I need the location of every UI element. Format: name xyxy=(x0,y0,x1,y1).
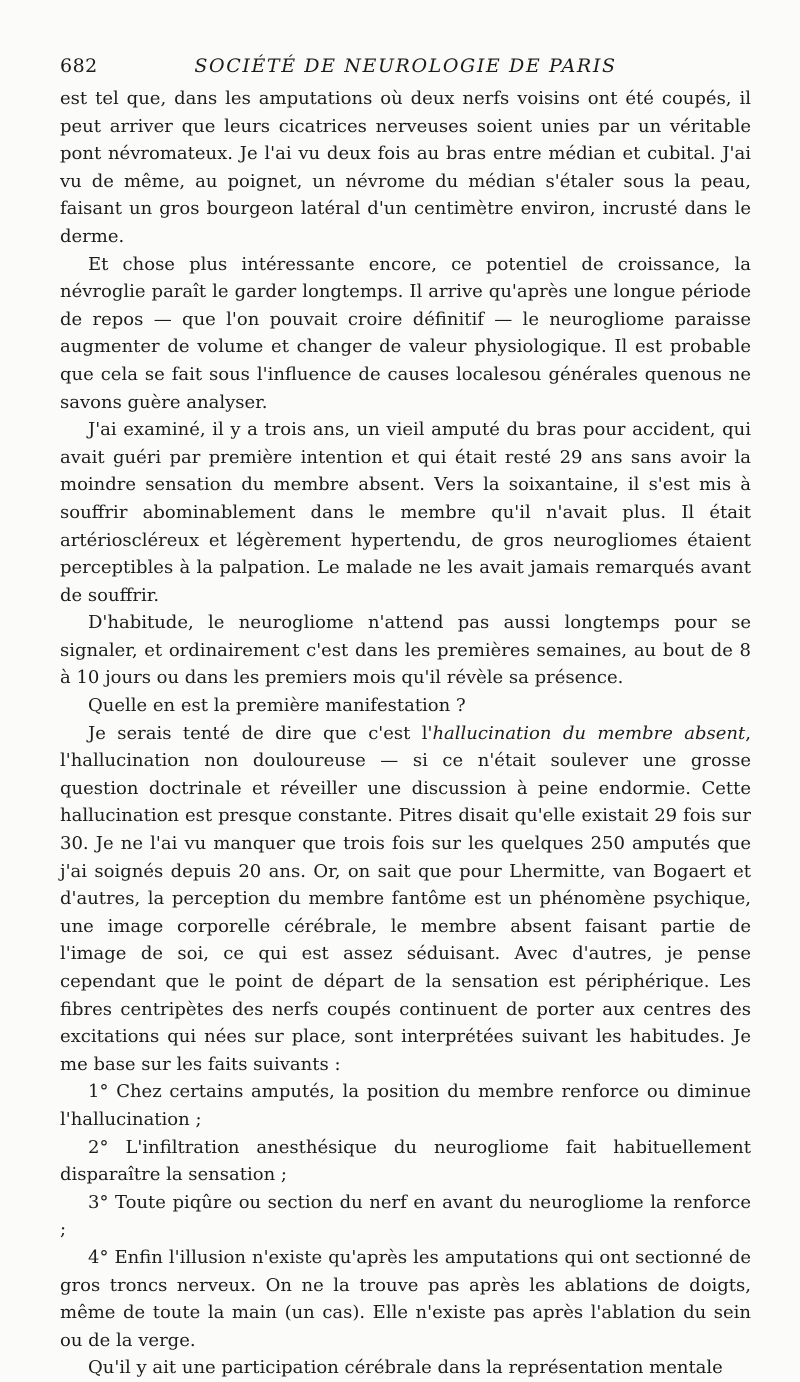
page-header xyxy=(60,55,751,85)
paragraph-6 xyxy=(60,720,751,1079)
paragraph-5: Quelle en est la première manifestation ? xyxy=(88,695,466,717)
last-paragraph: Qu'il y ait une participation cérébrale dans la représentation mentale xyxy=(88,1357,723,1379)
paragraph-6-end: , l'hallucination non douloureuse — si ce n'était soulever une grosse question doctrinale et réveiller une discussion à peine endormie. Cette hallucination est presque constante. Pitres disait qu'elle existait 29 fois sur 30. Je ne l'ai vu manquer que trois fois sur les quelques 250 amputés que j'ai soignés depuis 20 ans. Or, on sait que pour Lhermitte, van Bogaert et d'autres, la perception du membre fantôme est un phénomène psychique, une image corporelle cérébrale, le membre absent faisant partie de l'image de soi, ce qui est assez séduisant. Avec d'autres, je pense cependant que le point de départ de la sensation est périphérique. Les fibres centripètes des nerfs coupés continuent de porter aux centres des excitations qui nées sur place, sont interprétées suivant les habitudes. Je me base sur les faits suivants : xyxy=(60,722,751,1075)
list-item-2: 2° L'infiltration anesthésique du neurogliome fait habituellement disparaître la sensation ; xyxy=(60,1136,751,1186)
list-item-1: 1° Chez certains amputés, la position du membre renforce ou diminue l'hallucination ; xyxy=(60,1081,751,1130)
list-item-3: 3° Toute piqûre ou section du nerf en avant du neurogliome la renforce ; xyxy=(60,1191,751,1241)
page-number: 682 xyxy=(60,55,98,77)
paragraph-2: Et chose plus intéressante encore, ce potentiel de croissance, la névroglie paraît le garder longtemps. Il arrive qu'après une longue période de repos — que l'on pouvait croire définitif — le neurogliome paraisse augmenter de volume et changer de valeur physiologique. Il est probable que cela se fait sous l'influence de causes localesou générales quenous ne savons guère analyser. xyxy=(60,253,751,413)
paragraph-6-start: Je serais tenté de dire que c'est l' xyxy=(88,722,433,744)
paragraph-4: D'habitude, le neurogliome n'attend pas aussi longtemps pour se signaler, et ordinairement c'est dans les premières semaines, au bout de 8 à 10 jours ou dans les premiers mois qu'il révèle sa présence. xyxy=(60,612,751,689)
paragraph-1: est tel que, dans les amputations où deux nerfs voisins ont été coupés, il peut arriver que leurs cicatrices nerveuses soient unies par un véritable pont névromateux. Je l'ai vu deux fois au bras entre médian et cubital. J'ai vu de même, au poignet, un névrome du médian s'étaler sous la peau, faisant un gros bourgeon latéral d'un centimètre environ, incrusté dans le derme. xyxy=(60,88,751,247)
paragraph-3: J'ai examiné, il y a trois ans, un vieil amputé du bras pour accident, qui avait guéri par première intention et qui était resté 29 ans sans avoir la moindre sensation du membre absent. Vers la soixantaine, il s'est mis à souffrir abominablement dans le membre qu'il n'avait plus. Il était artérioscléreux et légèrement hypertendu, de gros neurogliomes étaient perceptibles à la palpation. Le malade ne les avait jamais remarqués avant de souffrir. xyxy=(60,419,751,606)
running-title: SOCIÉTÉ DE NEUROLOGIE DE PARIS xyxy=(194,55,617,77)
paragraph-6-italic: hallucination du membre absent xyxy=(432,722,746,744)
list-item-4: 4° Enfin l'illusion n'existe qu'après les amputations qui ont sectionné de gros troncs nerveux. On ne la trouve pas après les ablations de doigts, même de toute la main (un cas). Elle n'existe pas après l'ablation du sein ou de la verge. xyxy=(60,1246,751,1351)
body-text xyxy=(60,85,751,1382)
